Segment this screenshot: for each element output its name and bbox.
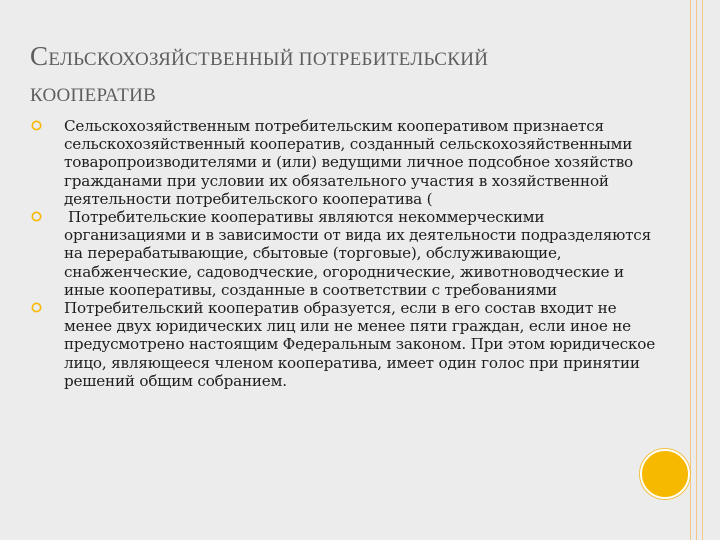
bullet-text: Сельскохозяйственным потребительским кооперативом признается сельскохозяйственный кооператив, созданный сельскохозяйственными товаропроизводителями и (или) ведущими личное подсобное хозяйство гражданами при условии их обязательного участия в хозяйственной деятельности потребительского кооператива ( xyxy=(64,117,633,208)
frame-line xyxy=(696,0,697,540)
frame-line xyxy=(690,0,691,540)
circle-outline-bullet-icon xyxy=(31,120,42,131)
title-line-2: КООПЕРАТИВ xyxy=(30,85,157,106)
slide-right-frame xyxy=(686,0,720,540)
bullet-text: Потребительские кооперативы являются некоммерческими организациями и в зависимости от вида их деятельности подразделяются на перерабатывающие, сбытовые (торговые), обслуживающие, снабженческие, садоводческие, огороднические, животноводческие и иные кооперативы, созданные в соответствии с требованиями xyxy=(64,208,651,299)
bullet-item xyxy=(30,117,660,208)
bullet-item xyxy=(30,208,660,299)
circle-outline-bullet-icon xyxy=(31,211,42,222)
title-line-1 xyxy=(30,38,670,78)
decorative-circle xyxy=(640,449,690,499)
bullet-item xyxy=(30,299,660,390)
bullet-list xyxy=(30,117,660,390)
circle-outline-bullet-icon xyxy=(31,302,42,313)
bullet-text: Потребительский кооператив образуется, если в его состав входит не менее двух юридических лиц или не менее пяти граждан, если иное не предусмотрено настоящим Федеральным законом. При этом юридическое лицо, являющееся членом кооператива, имеет один голос при принятии решений общим собранием. xyxy=(64,299,655,390)
title-cap: С xyxy=(30,41,49,71)
title-text: ЕЛЬСКОХОЗЯЙСТВЕННЫЙ ПОТРЕБИТЕЛЬСКИЙ xyxy=(48,49,489,70)
frame-line xyxy=(702,0,703,540)
slide-title xyxy=(30,38,670,114)
